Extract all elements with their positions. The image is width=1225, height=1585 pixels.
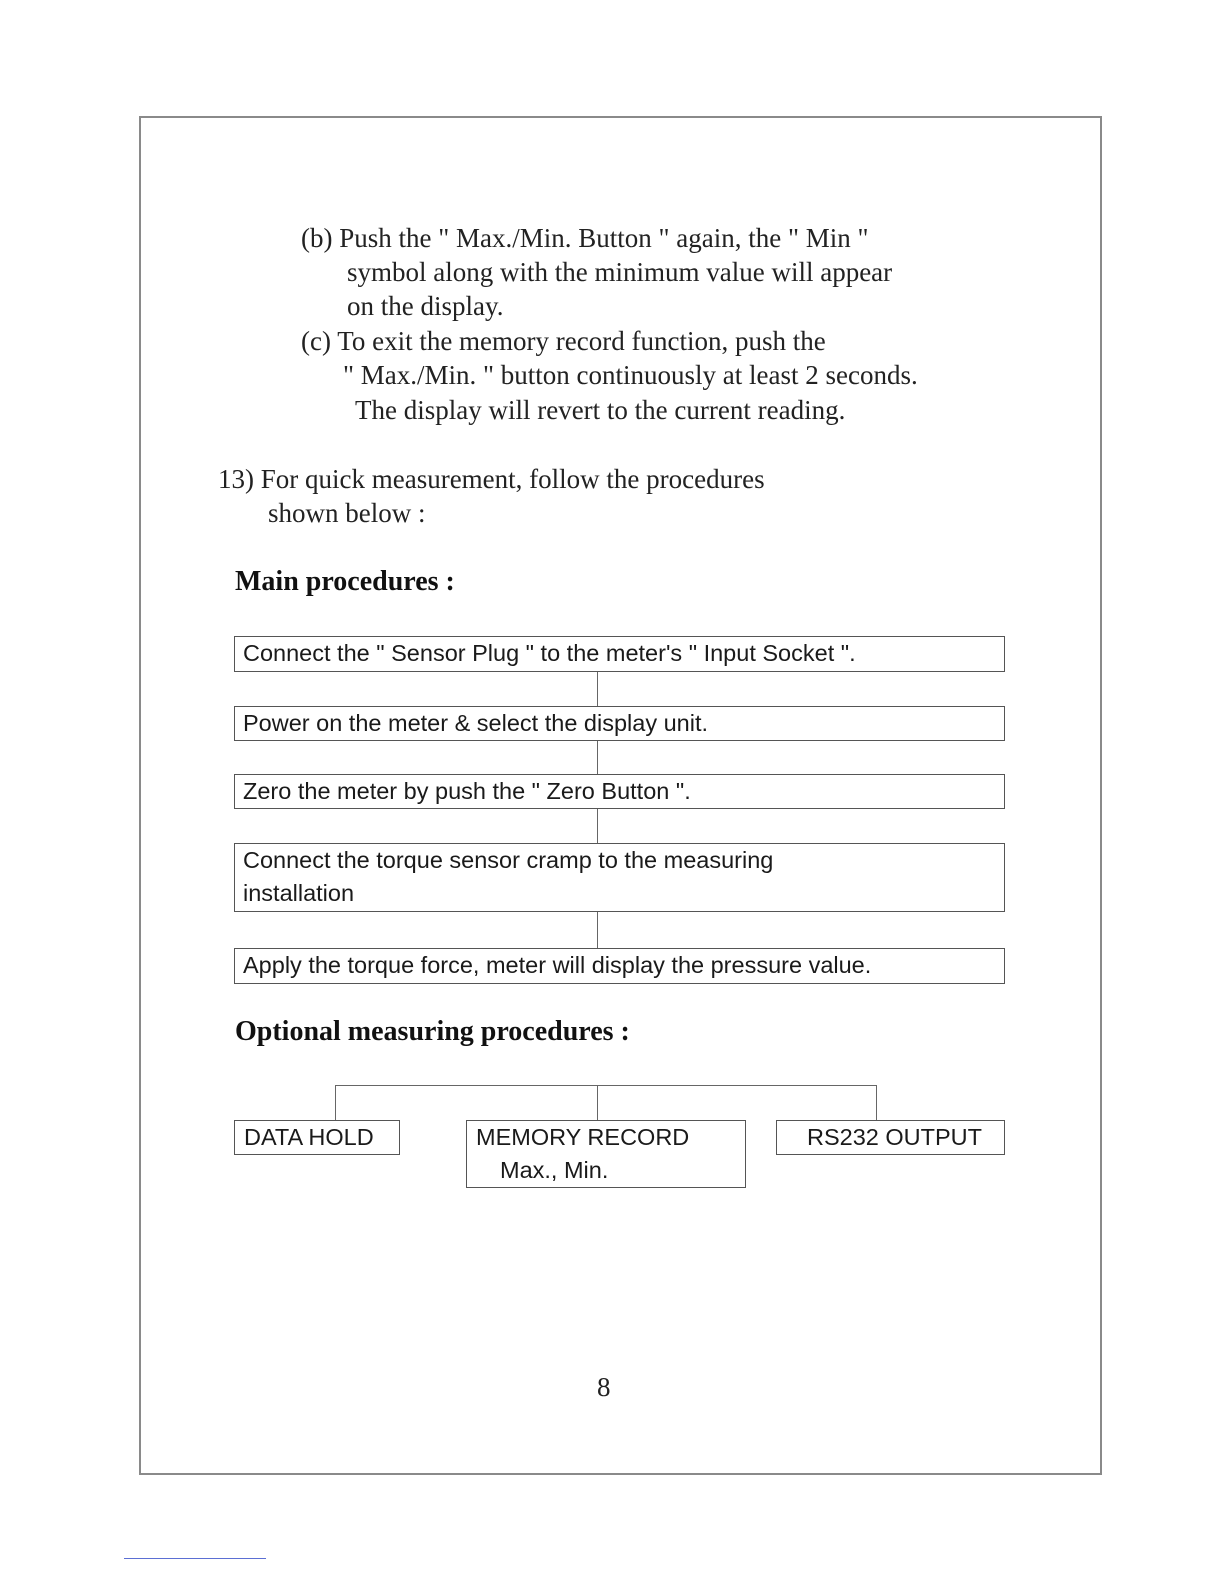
option-label: MEMORY RECORD	[476, 1124, 690, 1150]
instruction-c-line3: The display will revert to the current reading.	[355, 395, 846, 425]
branch-connector	[597, 1085, 598, 1120]
procedure-step-label: installation	[243, 880, 355, 906]
procedure-step-apply-force	[234, 948, 1005, 984]
option-data-hold	[234, 1120, 400, 1155]
procedure-step-power-on	[234, 706, 1005, 741]
main-procedures-heading: Main procedures :	[235, 566, 455, 597]
branch-connector	[335, 1085, 336, 1120]
procedure-step-label: Connect the " Sensor Plug " to the meter's " Input Socket ".	[243, 640, 856, 666]
instruction-b-line3: on the display.	[347, 291, 504, 321]
instruction-c-line1: (c) To exit the memory record function, push the	[301, 326, 826, 356]
instruction-b-line2: symbol along with the minimum value will appear	[347, 257, 893, 287]
flow-connector	[597, 672, 598, 706]
option-label: DATA HOLD	[244, 1124, 374, 1150]
procedure-step-label: Power on the meter & select the display unit.	[243, 710, 709, 736]
option-memory-record	[466, 1120, 746, 1188]
branch-connector	[876, 1085, 877, 1120]
step-13-line2: shown below :	[268, 498, 426, 528]
procedure-step-connect-sensor	[234, 636, 1005, 672]
procedure-step-label: Connect the torque sensor cramp to the measuring	[243, 847, 774, 873]
flow-connector	[597, 741, 598, 774]
procedure-step-zero-meter	[234, 774, 1005, 809]
procedure-step-connect-cramp	[234, 843, 1005, 912]
instruction-c-line2: " Max./Min. " button continuously at least 2 seconds.	[343, 360, 918, 390]
procedure-step-label: Zero the meter by push the " Zero Button ".	[243, 778, 691, 804]
footer-link-underline	[124, 1558, 266, 1559]
procedure-step-label: Apply the torque force, meter will display the pressure value.	[243, 952, 872, 978]
step-13-line1: 13) For quick measurement, follow the procedures	[218, 464, 765, 494]
option-rs232-output	[776, 1120, 1005, 1155]
option-sublabel: Max., Min.	[500, 1157, 609, 1183]
flow-connector	[597, 912, 598, 948]
page-number: 8	[597, 1372, 611, 1402]
optional-procedures-heading: Optional measuring procedures :	[235, 1016, 630, 1047]
instruction-b-line1: (b) Push the " Max./Min. Button " again, the " Min "	[301, 223, 869, 253]
option-label: RS232 OUTPUT	[807, 1124, 982, 1150]
flow-connector	[597, 809, 598, 843]
branch-connector	[335, 1085, 876, 1086]
